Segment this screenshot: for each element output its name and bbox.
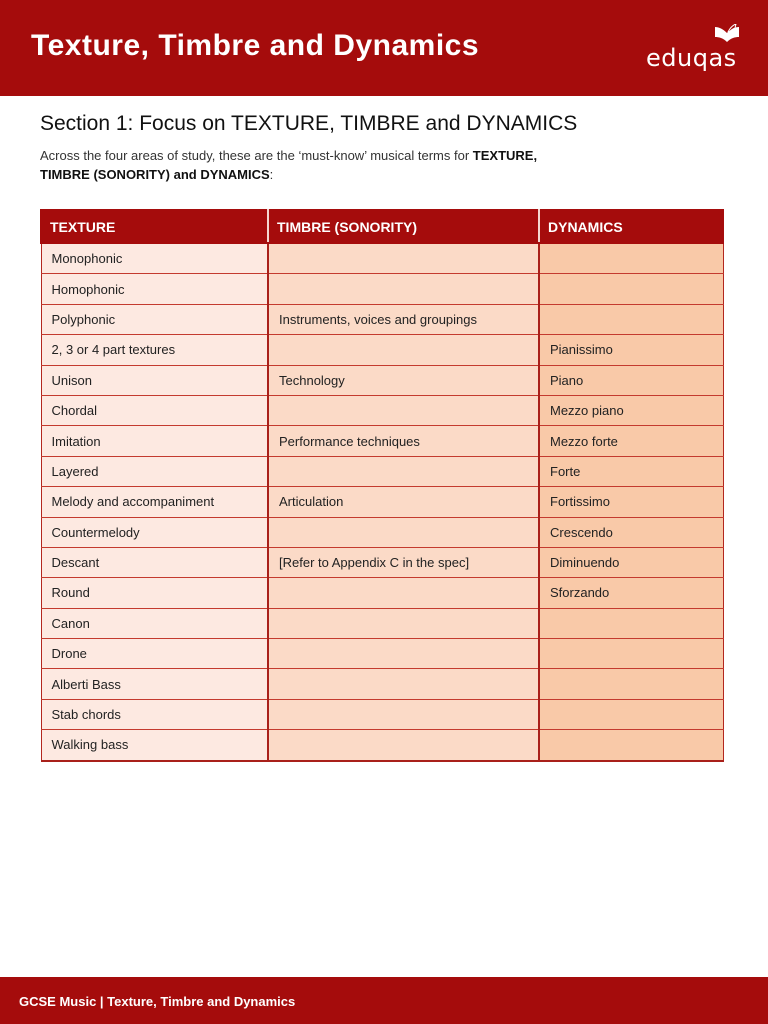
header-texture: TEXTURE — [41, 210, 268, 243]
texture-cell: Homophonic — [41, 274, 268, 304]
page-header — [0, 0, 768, 96]
texture-cell: 2, 3 or 4 part textures — [41, 335, 268, 365]
table-row — [41, 395, 723, 425]
table-row — [41, 547, 723, 577]
intro-bold-texture: TEXTURE, — [472, 148, 538, 163]
table-row — [41, 304, 723, 334]
dynamics-cell — [539, 699, 723, 729]
texture-cell: Round — [41, 578, 268, 608]
table-row — [41, 487, 723, 517]
dynamics-cell: Fortissimo — [539, 487, 723, 517]
timbre-cell — [268, 608, 539, 638]
dynamics-cell: Pianissimo — [539, 335, 723, 365]
timbre-cell — [268, 395, 539, 425]
table-row — [41, 699, 723, 729]
dynamics-cell — [539, 243, 723, 274]
table-row — [41, 730, 723, 761]
texture-cell: Walking bass — [41, 730, 268, 761]
intro-paragraph — [40, 146, 640, 184]
section-title: Section 1: Focus on TEXTURE, TIMBRE and DYNAMICS — [40, 112, 578, 135]
table-row — [41, 669, 723, 699]
table-row — [41, 608, 723, 638]
table-row — [41, 456, 723, 486]
intro-prefix: Across the four areas of study, these are the ‘must-know’ musical terms for — [40, 148, 473, 163]
header-dynamics: DYNAMICS — [539, 210, 723, 243]
timbre-cell: Instruments, voices and groupings — [268, 304, 539, 334]
timbre-cell — [268, 243, 539, 274]
dynamics-cell: Diminuendo — [539, 547, 723, 577]
texture-cell: Melody and accompaniment — [41, 487, 268, 517]
table-header-row — [41, 210, 723, 243]
texture-cell: Imitation — [41, 426, 268, 456]
open-book-icon — [714, 24, 740, 44]
table-row — [41, 639, 723, 669]
dynamics-cell — [539, 608, 723, 638]
texture-cell: Monophonic — [41, 243, 268, 274]
timbre-cell — [268, 274, 539, 304]
texture-cell: Drone — [41, 639, 268, 669]
table-body — [41, 243, 723, 761]
texture-cell: Stab chords — [41, 699, 268, 729]
texture-cell: Layered — [41, 456, 268, 486]
texture-cell: Alberti Bass — [41, 669, 268, 699]
timbre-cell: Performance techniques — [268, 426, 539, 456]
timbre-cell — [268, 335, 539, 365]
timbre-cell — [268, 456, 539, 486]
dynamics-cell — [539, 730, 723, 761]
table-row — [41, 335, 723, 365]
table-row — [41, 243, 723, 274]
page-footer — [0, 977, 768, 1024]
timbre-cell — [268, 639, 539, 669]
dynamics-cell — [539, 669, 723, 699]
timbre-cell: [Refer to Appendix C in the spec] — [268, 547, 539, 577]
table-row — [41, 365, 723, 395]
timbre-cell — [268, 699, 539, 729]
texture-cell: Descant — [41, 547, 268, 577]
timbre-cell — [268, 578, 539, 608]
footer-text: GCSE Music | Texture, Timbre and Dynamics — [19, 994, 296, 1009]
timbre-cell — [268, 730, 539, 761]
table-row — [41, 274, 723, 304]
table-row — [41, 578, 723, 608]
dynamics-cell — [539, 274, 723, 304]
terms-table — [40, 209, 724, 762]
timbre-cell: Technology — [268, 365, 539, 395]
intro-suffix: : — [269, 167, 274, 182]
dynamics-cell: Piano — [539, 365, 723, 395]
header-title: Texture, Timbre and Dynamics — [31, 29, 480, 62]
texture-cell: Polyphonic — [41, 304, 268, 334]
dynamics-cell — [539, 304, 723, 334]
dynamics-cell: Sforzando — [539, 578, 723, 608]
dynamics-cell: Forte — [539, 456, 723, 486]
texture-cell: Canon — [41, 608, 268, 638]
texture-cell: Countermelody — [41, 517, 268, 547]
dynamics-cell: Mezzo forte — [539, 426, 723, 456]
timbre-cell — [268, 517, 539, 547]
table-row — [41, 517, 723, 547]
header-timbre: TIMBRE (SONORITY) — [268, 210, 539, 243]
eduqas-logo — [646, 24, 746, 72]
timbre-cell — [268, 669, 539, 699]
texture-cell: Unison — [41, 365, 268, 395]
table-row — [41, 426, 723, 456]
texture-cell: Chordal — [41, 395, 268, 425]
intro-bold-timbre-dynamics: TIMBRE (SONORITY) and DYNAMICS — [40, 167, 270, 182]
logo-text: eduqas — [646, 44, 737, 72]
dynamics-cell: Mezzo piano — [539, 395, 723, 425]
dynamics-cell — [539, 639, 723, 669]
dynamics-cell: Crescendo — [539, 517, 723, 547]
timbre-cell: Articulation — [268, 487, 539, 517]
